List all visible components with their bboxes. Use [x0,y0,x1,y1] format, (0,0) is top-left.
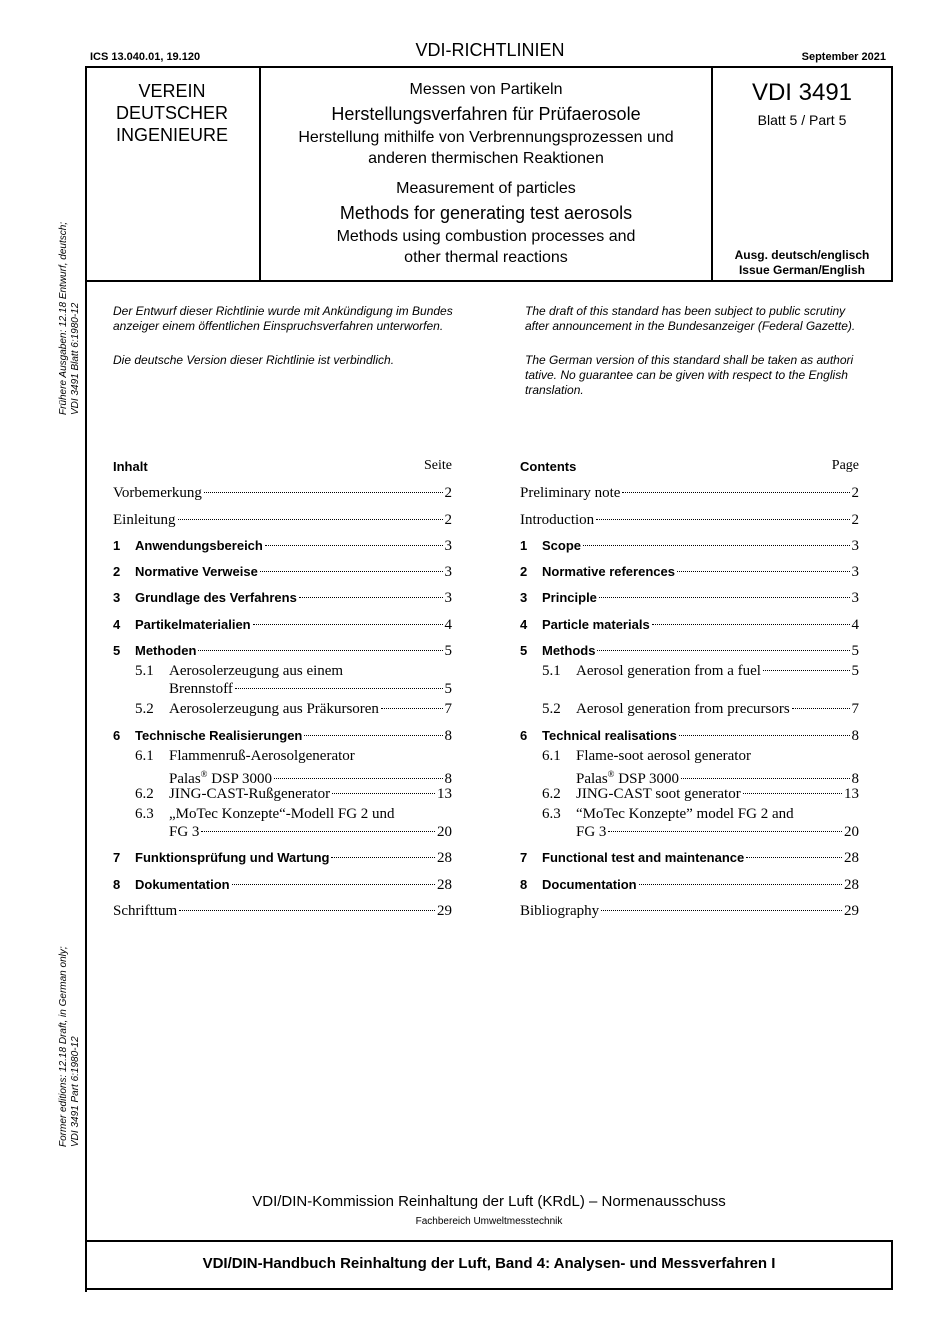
toc-leader [178,519,443,520]
toc-leader [235,688,443,689]
notice-line: The German version of this standard shall be taken as authori [525,353,854,367]
toc-leader [677,571,850,572]
toc-entry-number: 6.1 [542,748,561,764]
toc-entry[interactable] [520,537,859,555]
toc-entry-title: Introduction [520,512,595,528]
toc-entry-page: 28 [844,877,859,893]
toc-entry-page: 3 [851,538,859,554]
toc-entry[interactable] [113,849,452,867]
toc-entry-title: Partikelmaterialien [135,617,251,632]
toc-entry[interactable] [520,511,859,529]
org-line: VEREIN [138,81,206,101]
notice-line: Der Entwurf dieser Richtlinie wurde mit Ankündigung im Bundes [113,304,453,318]
side-note-en [58,946,82,1147]
toc-entry-page: 3 [444,590,452,606]
toc-entry-title: “MoTec Konzepte” model FG 2 and [576,806,794,822]
toc-cont-text: FG 3 [576,824,607,840]
toc-entry-number: 6 [520,728,528,743]
toc-entry-page: 4 [444,617,452,633]
registered-mark: ® [607,769,615,779]
toc-leader [179,910,435,911]
toc-entry-page: 28 [844,850,859,866]
side-line: VDI 3491 Blatt 6:1980-12 [70,302,81,415]
toc-entry-number: 5.2 [542,701,561,717]
toc-entry-number: 6.1 [135,748,154,764]
title-line: Methods using combustion processes and [336,228,636,245]
notice-line: anzeiger einem öffentlichen Einspruchsverfahren unterworfen. [113,319,444,333]
toc-entry-title-cont [169,680,233,698]
toc-entry-title: Einleitung [113,512,176,528]
toc-leader [746,857,842,858]
standard-number: VDI 3491 [751,79,853,106]
toc-entry-title: Flammenruß-Aerosolgenerator [169,748,355,764]
toc-entry[interactable] [113,616,452,634]
toc-entry-page: 20 [844,824,859,840]
toc-entry[interactable] [113,511,452,529]
toc-entry[interactable] [520,700,859,718]
toc-entry-number: 5.2 [135,701,154,717]
notice-line: translation. [525,383,584,397]
toc-entry[interactable] [520,727,859,745]
toc-entry[interactable] [113,902,452,920]
toc-heading: Contents [520,459,577,474]
toc-leader [792,708,850,709]
toc-entry-title: Aerosolerzeugung aus einem [169,663,344,679]
toc-entry[interactable] [520,876,859,894]
toc-leader [274,778,443,779]
toc-leader [198,650,442,651]
toc-entry[interactable] [113,662,452,680]
toc-english [520,458,859,928]
toc-entry-title-cont [169,823,199,841]
toc-entry[interactable] [520,805,859,823]
toc-entry[interactable] [113,727,452,745]
toc-leader [265,545,443,546]
toc-entry-number: 7 [113,850,121,865]
toc-leader [763,670,850,671]
toc-entry-continuation [520,823,859,841]
toc-entry-page: 2 [851,485,859,501]
toc-entry-page: 8 [851,728,859,744]
ics-code: ICS 13.040.01, 19.120 [90,51,201,63]
toc-entry-number: 2 [520,564,528,579]
org-line: DEUTSCHER [115,103,228,123]
toc-header [520,458,859,474]
issue-date: September 2021 [801,51,886,63]
toc-entry-page: 13 [844,786,859,802]
toc-entry-page: 3 [444,564,452,580]
toc-leader [232,884,435,885]
toc-entry-page: 8 [851,771,859,787]
toc-entry[interactable] [113,537,452,555]
toc-entry-title: Technische Realisierungen [135,728,303,743]
toc-leader [652,624,850,625]
toc-entry-page: 5 [851,643,859,659]
toc-entry-page: 7 [444,701,452,717]
toc-entry-number: 6.2 [135,786,154,802]
toc-entry[interactable] [520,589,859,607]
toc-entry[interactable] [113,876,452,894]
part-number: Blatt 5 / Part 5 [757,112,847,128]
toc-cont-text: FG 3 [169,824,200,840]
toc-leader [204,492,443,493]
toc-entry-page: 4 [851,617,859,633]
toc-entry-number: 2 [113,564,121,579]
toc-cont-text: DSP 3000 [207,771,272,787]
toc-heading: Inhalt [113,459,148,474]
toc-entry-number: 8 [520,877,528,892]
title-line: other thermal reactions [404,249,568,266]
toc-entry-number: 6.3 [135,806,154,822]
toc-entry-title: Aerosol generation from precursors [576,701,790,717]
toc-entry-page: 28 [437,877,452,893]
side-line: Frühere Ausgaben: 12.18 Entwurf, deutsch; [58,221,69,415]
toc-entry-title: Bibliography [520,903,600,919]
toc-page-label: Seite [424,458,452,473]
toc-leader [381,708,443,709]
notice-de-binding: Die deutsche Version dieser Richtlinie ist verbindlich. [113,353,395,367]
toc-entry[interactable] [113,747,452,765]
toc-cont-text: Palas [576,771,608,787]
title-line: anderen thermischen Reaktionen [368,150,604,167]
registered-mark: ® [200,769,208,779]
divider [259,68,261,280]
toc-entry-title: Normative Verweise [135,564,258,579]
title-en-main: Measurement of particles [396,180,576,197]
toc-leader [331,857,435,858]
toc-entry[interactable] [113,642,452,660]
toc-entry-title-cont [576,823,606,841]
department-name: Fachbereich Umweltmesstechnik [415,1216,563,1227]
toc-entry-page: 29 [844,903,859,919]
toc-entry-page: 28 [437,850,452,866]
toc-entry-page: 3 [444,538,452,554]
notice-de-draft [113,304,493,334]
toc-entry-page: 2 [444,512,452,528]
toc-leader [597,650,849,651]
commission-name: VDI/DIN-Kommission Reinhaltung der Luft (KRdL) – Normenausschuss [252,1193,726,1210]
toc-entry-page: 2 [851,512,859,528]
notice-en-version [525,353,885,398]
issue-language [713,248,891,278]
toc-leader [599,597,850,598]
toc-entry-number: 8 [113,877,121,892]
toc-leader [681,778,850,779]
toc-entry-number: 4 [520,617,528,632]
toc-entry[interactable] [520,785,859,803]
toc-entry[interactable] [113,484,452,502]
toc-cont-text: Brennstoff [169,681,233,697]
title-de-part [262,127,710,169]
toc-entry[interactable] [520,484,859,502]
toc-leader [596,519,849,520]
title-line: Herstellung mithilfe von Verbrennungsprozessen und [298,129,674,146]
notice-line: after announcement in the Bundesanzeiger (Federal Gazette). [525,319,856,333]
document-titles [262,80,710,268]
toc-entry-title: Methoden [135,643,197,658]
toc-entry-page: 8 [444,771,452,787]
toc-entry-page: 2 [444,485,452,501]
toc-entry-title: Flame-soot aerosol generator [576,748,751,764]
toc-entry-title: Dokumentation [135,877,230,892]
toc-entry-continuation [113,680,452,698]
toc-leader [679,735,850,736]
handbook-title: VDI/DIN-Handbuch Reinhaltung der Luft, Band 4: Analysen- und Messverfahren I [202,1255,776,1272]
toc-cont-text: Palas [169,771,201,787]
toc-entry-title: JING-CAST soot generator [576,786,741,802]
side-line: Former editions: 12.18 Draft, in German only; [58,946,69,1147]
toc-entry-page: 5 [444,681,452,697]
toc-entry[interactable] [520,642,859,660]
toc-entry-page: 5 [444,643,452,659]
toc-entry-number: 1 [113,538,121,553]
toc-entry-page: 7 [851,701,859,717]
toc-entry-number: 4 [113,617,121,632]
title-en-part [262,226,710,268]
series-title: VDI-RICHTLINIEN [415,40,565,60]
toc-entry-page: 5 [851,663,859,679]
toc-leader [260,571,443,572]
toc-header [113,458,452,474]
side-line: VDI 3491 Part 6:1980-12 [70,1036,81,1147]
toc-entry-title: Preliminary note [520,485,621,501]
toc-leader [639,884,842,885]
toc-leader [332,793,435,794]
organisation-name [86,80,258,146]
notice-en-draft [525,304,885,334]
toc-entry-title: Documentation [542,877,637,892]
toc-entry-title: Principle [542,590,597,605]
toc-entry-number: 6.3 [542,806,561,822]
toc-leader [743,793,842,794]
toc-german [113,458,452,928]
toc-entry-number: 6 [113,728,121,743]
toc-entry-page: 8 [444,728,452,744]
toc-cont-text: DSP 3000 [614,771,679,787]
toc-entry-title: JING-CAST-Rußgenerator [169,786,331,802]
title-de-sub: Herstellungsverfahren für Prüfaerosole [331,104,641,124]
toc-entry-title: Normative references [542,564,675,579]
side-note-de [58,222,82,415]
toc-entry[interactable] [520,747,859,765]
toc-entry[interactable] [520,616,859,634]
toc-entry[interactable] [113,805,452,823]
toc-entry[interactable] [520,849,859,867]
toc-entry-title: Schrifttum [113,903,178,919]
toc-entry[interactable] [520,902,859,920]
toc-entry[interactable] [113,589,452,607]
toc-leader [583,545,849,546]
toc-leader [253,624,443,625]
toc-entry-title: Anwendungsbereich [135,538,263,553]
toc-leader [608,831,842,832]
title-de-main: Messen von Partikeln [409,81,563,98]
toc-entry-title: Aerosolerzeugung aus Präkursoren [169,701,379,717]
toc-entry-title: Grundlage des Verfahrens [135,590,297,605]
toc-entry-title: Methods [542,643,596,658]
toc-entry-page: 29 [437,903,452,919]
left-margin-rule [85,282,87,1292]
toc-entry-page: 3 [851,590,859,606]
issue-en: Issue German/English [738,263,866,277]
toc-entry-number: 5 [113,643,121,658]
title-en-sub: Methods for generating test aerosols [339,203,633,223]
toc-entry-title: Particle materials [542,617,650,632]
toc-entry[interactable] [520,662,859,680]
toc-entry-number: 3 [520,590,528,605]
toc-entry-title: „MoTec Konzepte“-Modell FG 2 und [169,806,395,822]
toc-entry-title: Aerosol generation from a fuel [576,663,761,679]
toc-leader [201,831,435,832]
toc-leader [622,492,849,493]
toc-entry-number: 1 [520,538,528,553]
toc-entry-number: 6.2 [542,786,561,802]
toc-entry-number: 5.1 [135,663,154,679]
toc-entry-title: Scope [542,538,582,553]
toc-entry[interactable] [113,563,452,581]
toc-entry-number: 3 [113,590,121,605]
toc-entry[interactable] [113,700,452,718]
toc-entry-number: 5.1 [542,663,561,679]
toc-entry-page: 20 [437,824,452,840]
toc-entry-continuation [113,823,452,841]
org-line: INGENIEURE [115,125,229,145]
issue-de: Ausg. deutsch/englisch [734,248,870,262]
toc-page-label: Page [831,458,859,473]
toc-entry-number: 7 [520,850,528,865]
toc-leader [601,910,842,911]
notice-line: The draft of this standard has been subject to public scrutiny [525,304,846,318]
toc-leader [304,735,442,736]
toc-entry-title: Functional test and maintenance [542,850,745,865]
toc-entry[interactable] [113,785,452,803]
toc-entry-number: 5 [520,643,528,658]
toc-leader [299,597,443,598]
toc-entry-title: Funktionsprüfung und Wartung [135,850,330,865]
standard-number-block [713,78,891,130]
toc-entry-page: 13 [437,786,452,802]
notice-line: tative. No guarantee can be given with respect to the English [525,368,848,382]
toc-entry-title: Technical realisations [542,728,677,743]
toc-entry[interactable] [520,563,859,581]
toc-entry-title: Vorbemerkung [113,485,202,501]
toc-entry-page: 3 [851,564,859,580]
